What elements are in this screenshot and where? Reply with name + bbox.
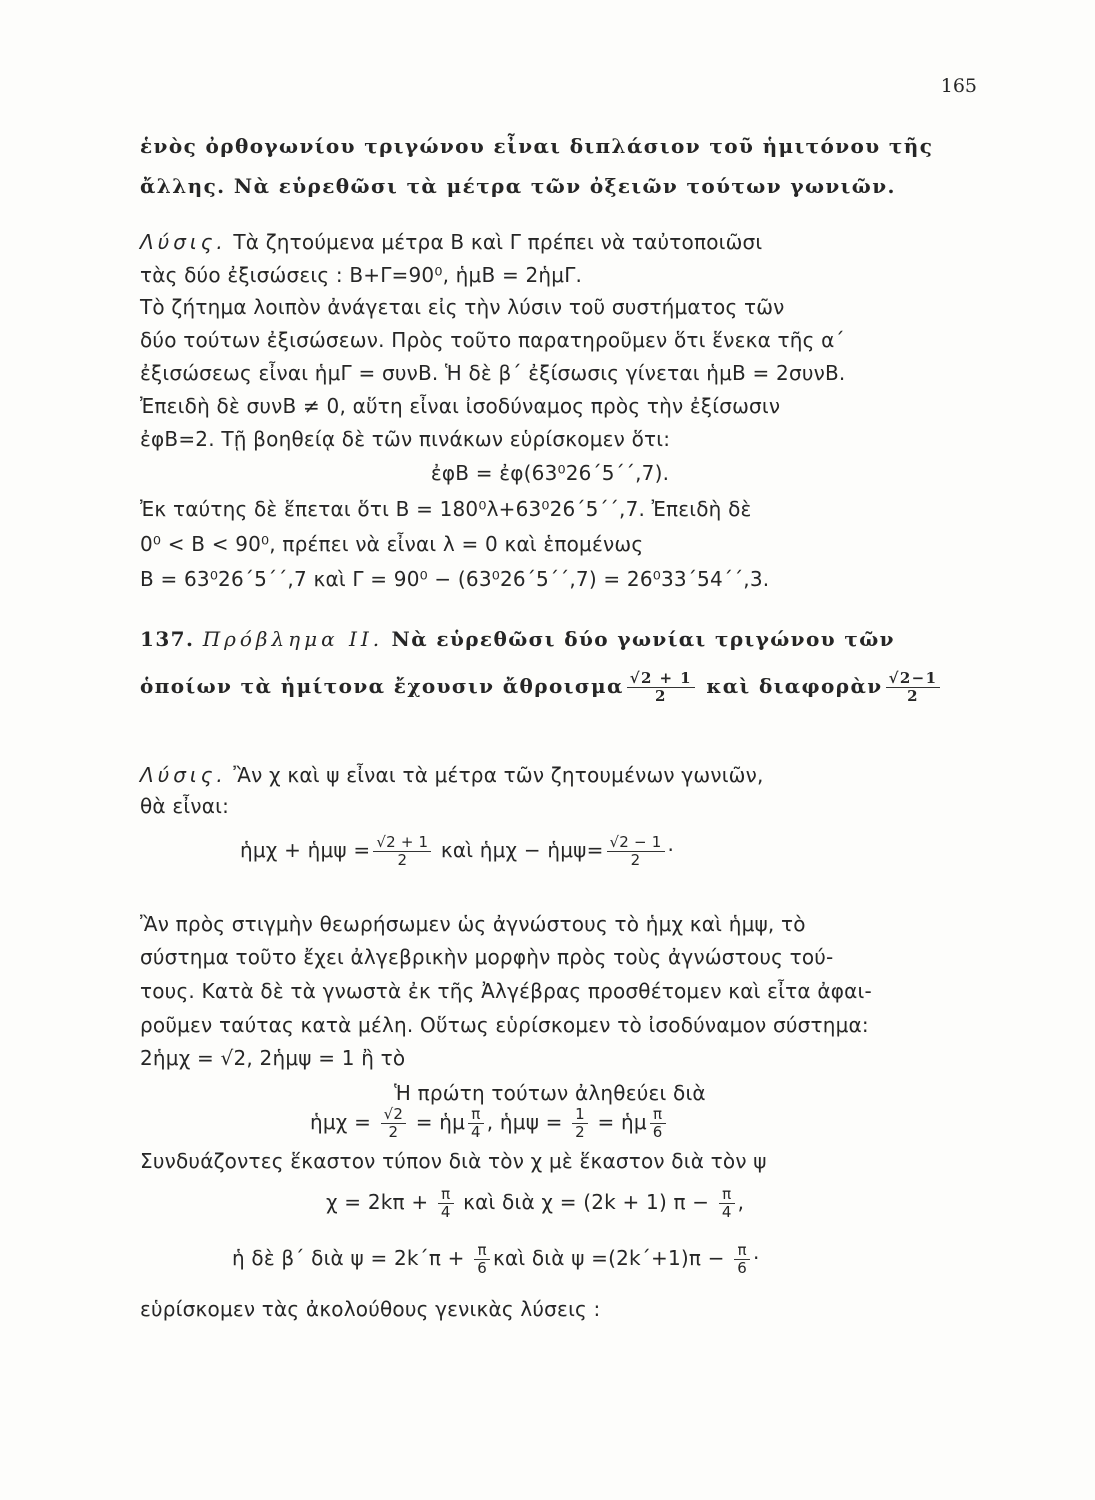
text-line: 2ἡμχ = √2, 2ἡμψ = 1 ἢ τὸ [140,1046,406,1070]
equation: χ = 2kπ + $\frac{\pi}{4}$ καὶ διὰ χ = (2k + 1) π − $\frac{\pi}{4}$ , [326,1185,745,1221]
equation: Β = 63⁰26΄5΄΄,7 καὶ Γ = 90⁰ − (63⁰26΄5΄΄,7) = 26⁰33΄54΄΄,3. [140,567,770,591]
text-line: Ἐκ ταύτης δὲ ἕπεται ὅτι Β = 180⁰λ+63⁰26΄5΄΄,7. Ἐπειδὴ δὲ [140,497,752,521]
text-line: δύο τούτων ἐξισώσεων. Πρὸς τοῦτο παρατηροῦμεν ὅτι ἕνεκα τῆς α΄ [140,328,845,352]
text-line: θὰ εἶναι: [140,794,230,818]
text-line: ροῦμεν ταύτας κατὰ μέλη. Οὕτως εὑρίσκομεν τὸ ἰσοδύναμον σύστημα: [140,1013,869,1037]
text-line: ἑνὸς ὀρθογωνίου τριγώνου εἶναι διπλάσιον τοῦ ἡμιτόνου τῆς [140,134,934,158]
text-line: ἐφΒ=2. Τῇ βοηθείᾳ δὲ τῶν πινάκων εὑρίσκομεν ὅτι: [140,427,671,451]
solution-line: Λύσις. Ἂν χ καὶ ψ εἶναι τὰ μέτρα τῶν ζητουμένων γωνιῶν, [140,763,764,787]
text-line: Ἐπειδὴ δὲ συνΒ ≠ 0, αὕτη εἶναι ἰσοδύναμος πρὸς τὴν ἐξίσωσιν [140,394,781,418]
text-line: ἄλλης. Νὰ εὑρεθῶσι τὰ μέτρα τῶν ὀξειῶν τούτων γωνιῶν. [140,174,896,198]
text-line: τους. Κατὰ δὲ τὰ γνωστὰ ἐκ τῆς Ἀλγέβρας προσθέτομεν καὶ εἶτα ἀφαι- [140,979,872,1003]
text-line: Συνδυάζοντες ἕκαστον τύπον διὰ τὸν χ μὲ ἕκαστον διὰ τὸν ψ [140,1149,767,1173]
problem-heading: 137. Πρόβλημα ΙΙ. Νὰ εὑρεθῶσι δύο γωνίαι τριγώνου τῶν [140,627,895,651]
problem-text: ὁποίων τὰ ἡμίτονα ἔχουσιν ἄθροισμα $\frac{√2 + 1}{2}$ καὶ διαφορὰν $\frac{√2-1}{2}$ [140,670,960,705]
text-line: ἐξισώσεως εἶναι ἡμΓ = συνΒ. Ἡ δὲ β΄ ἐξίσωσις γίνεται ἡμΒ = 2συνΒ. [140,361,846,385]
text-line: Ἂν πρὸς στιγμὴν θεωρήσωμεν ὡς ἀγνώστους τὸ ἡμχ καὶ ἡμψ, τὸ [140,912,806,936]
equation: ἐφΒ = ἐφ(63⁰26΄5΄΄,7). [430,461,670,485]
text-line: τὰς δύο ἐξισώσεις : Β+Γ=90⁰, ἡμΒ = 2ἡμΓ. [140,263,583,287]
solution-label: Λύσις. [140,763,227,787]
equation: ἡμχ + ἡμψ = $\frac{√2 + 1}{2}$ καὶ ἡμχ − ἡμψ= $\frac{√2 - 1}{2}$ · [240,833,675,869]
solution-line: Λύσις. Τὰ ζητούμενα μέτρα Β καὶ Γ πρέπει νὰ ταὐτοποιῶσι [140,230,763,254]
page-number: 165 [940,75,977,97]
text-line: εὑρίσκομεν τὰς ἀκολούθους γενικὰς λύσεις : [140,1297,601,1321]
equation: ἡμχ = $\frac{√2}{2}$ = ἡμ $\frac{\pi}{4}$ , ἡμψ = $\frac{1}{2}$ = ἡμ $\frac{\pi}{6}$ [310,1106,1095,1141]
solution-label: Λύσις. [140,230,227,254]
equation: Ἡ πρώτη τούτων ἀληθεύει διὰ [394,1081,706,1105]
text-line: σύστημα τοῦτο ἔχει ἀλγεβρικὴν μορφὴν πρὸς τοὺς ἀγνώστους τού- [140,945,834,969]
problem-label: Πρόβλημα ΙΙ. [202,627,384,651]
equation: ἡ δὲ β΄ διὰ ψ = 2k΄π + $\frac{\pi}{6}$ καὶ διὰ ψ =(2k΄+1)π − $\frac{\pi}{6}$ · [232,1241,760,1277]
text-line: Τὸ ζήτημα λοιπὸν ἀνάγεται εἰς τὴν λύσιν τοῦ συστήματος τῶν [140,295,785,319]
text-line: 0⁰ < Β < 90⁰, πρέπει νὰ εἶναι λ = 0 καὶ ἑπομένως [140,532,644,556]
